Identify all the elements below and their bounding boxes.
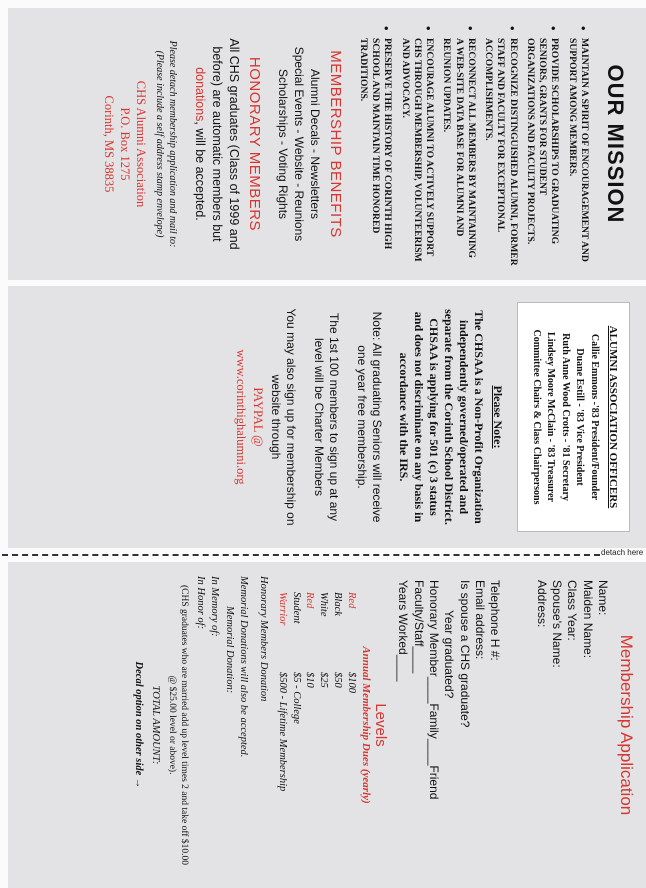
officers-box [518, 302, 631, 532]
donations-word: donations [193, 67, 208, 122]
benefits-title: MEMBERSHIP BENEFITS [327, 50, 345, 238]
address-line: Corinth, MS 38835 [101, 95, 116, 193]
level-amount: $100 [345, 672, 357, 693]
officer-line: Duane Estill - '83 Vice President [574, 348, 586, 486]
level-name: Black [332, 592, 344, 616]
dues-title: Annual Membership Dues (yearly) [359, 646, 372, 804]
memorial-line[interactable]: In Memory of: [209, 576, 221, 637]
level-row[interactable] [289, 592, 303, 888]
level-name: Red [304, 592, 316, 609]
note-title: Please Note: [491, 385, 506, 449]
level-amount: $10 [304, 672, 316, 688]
note-text: The CHSAA is a Non-Profit Organization independently governed/operated and separate from the Corinth School District. CHSAA is applying for 501 (c) 3 status and does not discriminate on any basis in accordance with the IRS. [397, 309, 487, 525]
level-amount: $50 [332, 672, 344, 688]
form-field[interactable]: Honorary Member____Family____Friend [427, 580, 442, 800]
form-field[interactable]: Name: [596, 580, 610, 616]
level-row[interactable] [275, 592, 289, 888]
mission-item: • MAINTAIN A SPIRIT OF ENCOURAGEMENT AND SUPPORT AMONG MEMBERS. [565, 38, 590, 266]
honorary-text [191, 26, 242, 262]
form-field[interactable]: Email address: [473, 580, 488, 660]
form-field[interactable]: Telephone H #: [488, 580, 503, 661]
officer-line: Lindsey Moore McClain - '83 Treasurer [545, 332, 557, 502]
form-field[interactable]: Faculty/Staff____ [411, 580, 426, 674]
benefits-line: Special Events - Website - Reunions [292, 46, 307, 242]
levels-title: Levels [371, 703, 389, 747]
officers-panel [8, 286, 646, 548]
form-field[interactable]: Is spouse a CHS graduate? [457, 580, 472, 728]
mission-panel [8, 8, 646, 280]
mail-line: Please detach membership application and mail to: [167, 40, 179, 248]
officer-line: Committee Chairs & Class Chairpersons [531, 329, 542, 505]
level-amount: $500 - Lifetime Membership [276, 672, 288, 792]
mission-title: OUR MISSION [603, 64, 628, 224]
honorary-title: HONORARY MEMBERS [245, 56, 263, 232]
level-row[interactable] [316, 592, 330, 888]
mission-item: • ENCOURAGE ALUMNI TO ACTIVELY SUPPORT CHS THROUGH MEMBERSHIP, VOLUNTEERISM AND ADVOCACY. [398, 38, 435, 266]
mail-instructions [153, 20, 179, 268]
online-signup: You may also sign up for membership on website through [268, 308, 299, 526]
form-field[interactable]: Year graduated? [442, 610, 457, 699]
mission-list [356, 38, 590, 266]
form-field[interactable]: Class Year: [565, 580, 580, 641]
application-panel [8, 562, 646, 888]
form-field[interactable]: Address: [534, 580, 549, 628]
paypal-label: PAYPAL @ [250, 387, 265, 447]
level-name: White [318, 592, 330, 617]
mailing-address [101, 8, 150, 280]
memorial-line: Memorial Donations will also be accepted. [237, 576, 249, 758]
charter-note: The 1st 100 members to sign up at any level will be Charter Members [311, 312, 342, 522]
honorary-text-part: All CHS graduates (Class of 1999 and before) are automatic members but [210, 38, 241, 250]
benefits-line: Scholarships - Voting Rights [276, 68, 291, 220]
application-title: Membership Application [617, 634, 636, 816]
detach-line [2, 554, 600, 556]
officers-panel-content [8, 286, 646, 548]
mission-item: • RECONNECT ALL MEMBERS BY MAINTAINING A WEB-SITE DATA BASE FOR ALUMNI AND REUNION UPDATES. [440, 38, 477, 266]
mission-panel-content [8, 8, 646, 280]
memorial-line[interactable]: In Honor of: [195, 576, 207, 630]
level-name: Red [345, 592, 357, 609]
form-field[interactable]: Spouse's Name: [549, 580, 564, 668]
mission-item: • PROVIDE SCHOLARSHIPS TO GRADUATING SENIORS, GRANTS FOR STUDENT ORGANIZATIONS AND FACULTY PROJECTS. [524, 38, 561, 266]
level-name: Warrior [276, 592, 288, 626]
level-amount: $25 [318, 672, 330, 688]
form-field[interactable]: Maiden Name: [580, 580, 595, 659]
detach-label: detach here [601, 548, 644, 557]
level-name: Student [290, 592, 302, 624]
form-field-blank[interactable] [502, 580, 517, 870]
officer-line: Callie Emmons -'83 President/Founder [589, 333, 600, 501]
officer-line: Ruth Anne Wood Crotts - '81 Secretary [560, 333, 571, 501]
form-field[interactable]: Years Worked____ [396, 580, 411, 682]
memorial-section [193, 576, 250, 874]
form-field-blank[interactable] [518, 580, 533, 870]
mission-item: • PRESERVE THE HISTORY OF CORINTH HIGH SCHOOL AND MAINTAIN TIME HONORED TRADITIONS. [356, 38, 393, 266]
website-link[interactable]: www.corinthighalumni.org [233, 349, 248, 485]
total-amount[interactable]: TOTAL AMOUNT: [150, 685, 162, 765]
honorary-donation[interactable]: Honorary Members Donation [257, 576, 269, 702]
officers-title: ALUMNI ASSOCIATION OFFICERS [607, 325, 619, 509]
seniors-note: Note: All graduating Seniors will receive one year free membership. [354, 311, 385, 523]
decal-option-note: Decal option on other side → [133, 661, 145, 789]
mail-line: (Please include a self address stamp envelope) [154, 50, 166, 238]
level-row[interactable] [344, 592, 358, 888]
level-amount: $5 - College [290, 672, 302, 724]
benefits-line: Alumni Decals - Newsletters [308, 68, 323, 220]
address-line: CHS Alumni Association [134, 80, 149, 208]
level-row[interactable] [330, 592, 344, 888]
application-panel-content [8, 562, 646, 888]
memorial-line[interactable]: Memorial Donation: [223, 606, 235, 694]
married-conditions: (CHS graduates who are married add up level times 2 and take off $10.00 @ $25.00 level or above). [167, 585, 190, 865]
level-row[interactable] [303, 592, 317, 888]
honorary-text-part: , will be accepted. [193, 121, 208, 221]
mission-item: • RECOGNIZE DISTINGUISHED ALUMNI, FORMER STAFF AND FACULTY FOR EXCEPTIONAL ACCOMPLISHMENTS. [482, 38, 519, 266]
address-line: P.O. Box 1275 [118, 107, 133, 181]
